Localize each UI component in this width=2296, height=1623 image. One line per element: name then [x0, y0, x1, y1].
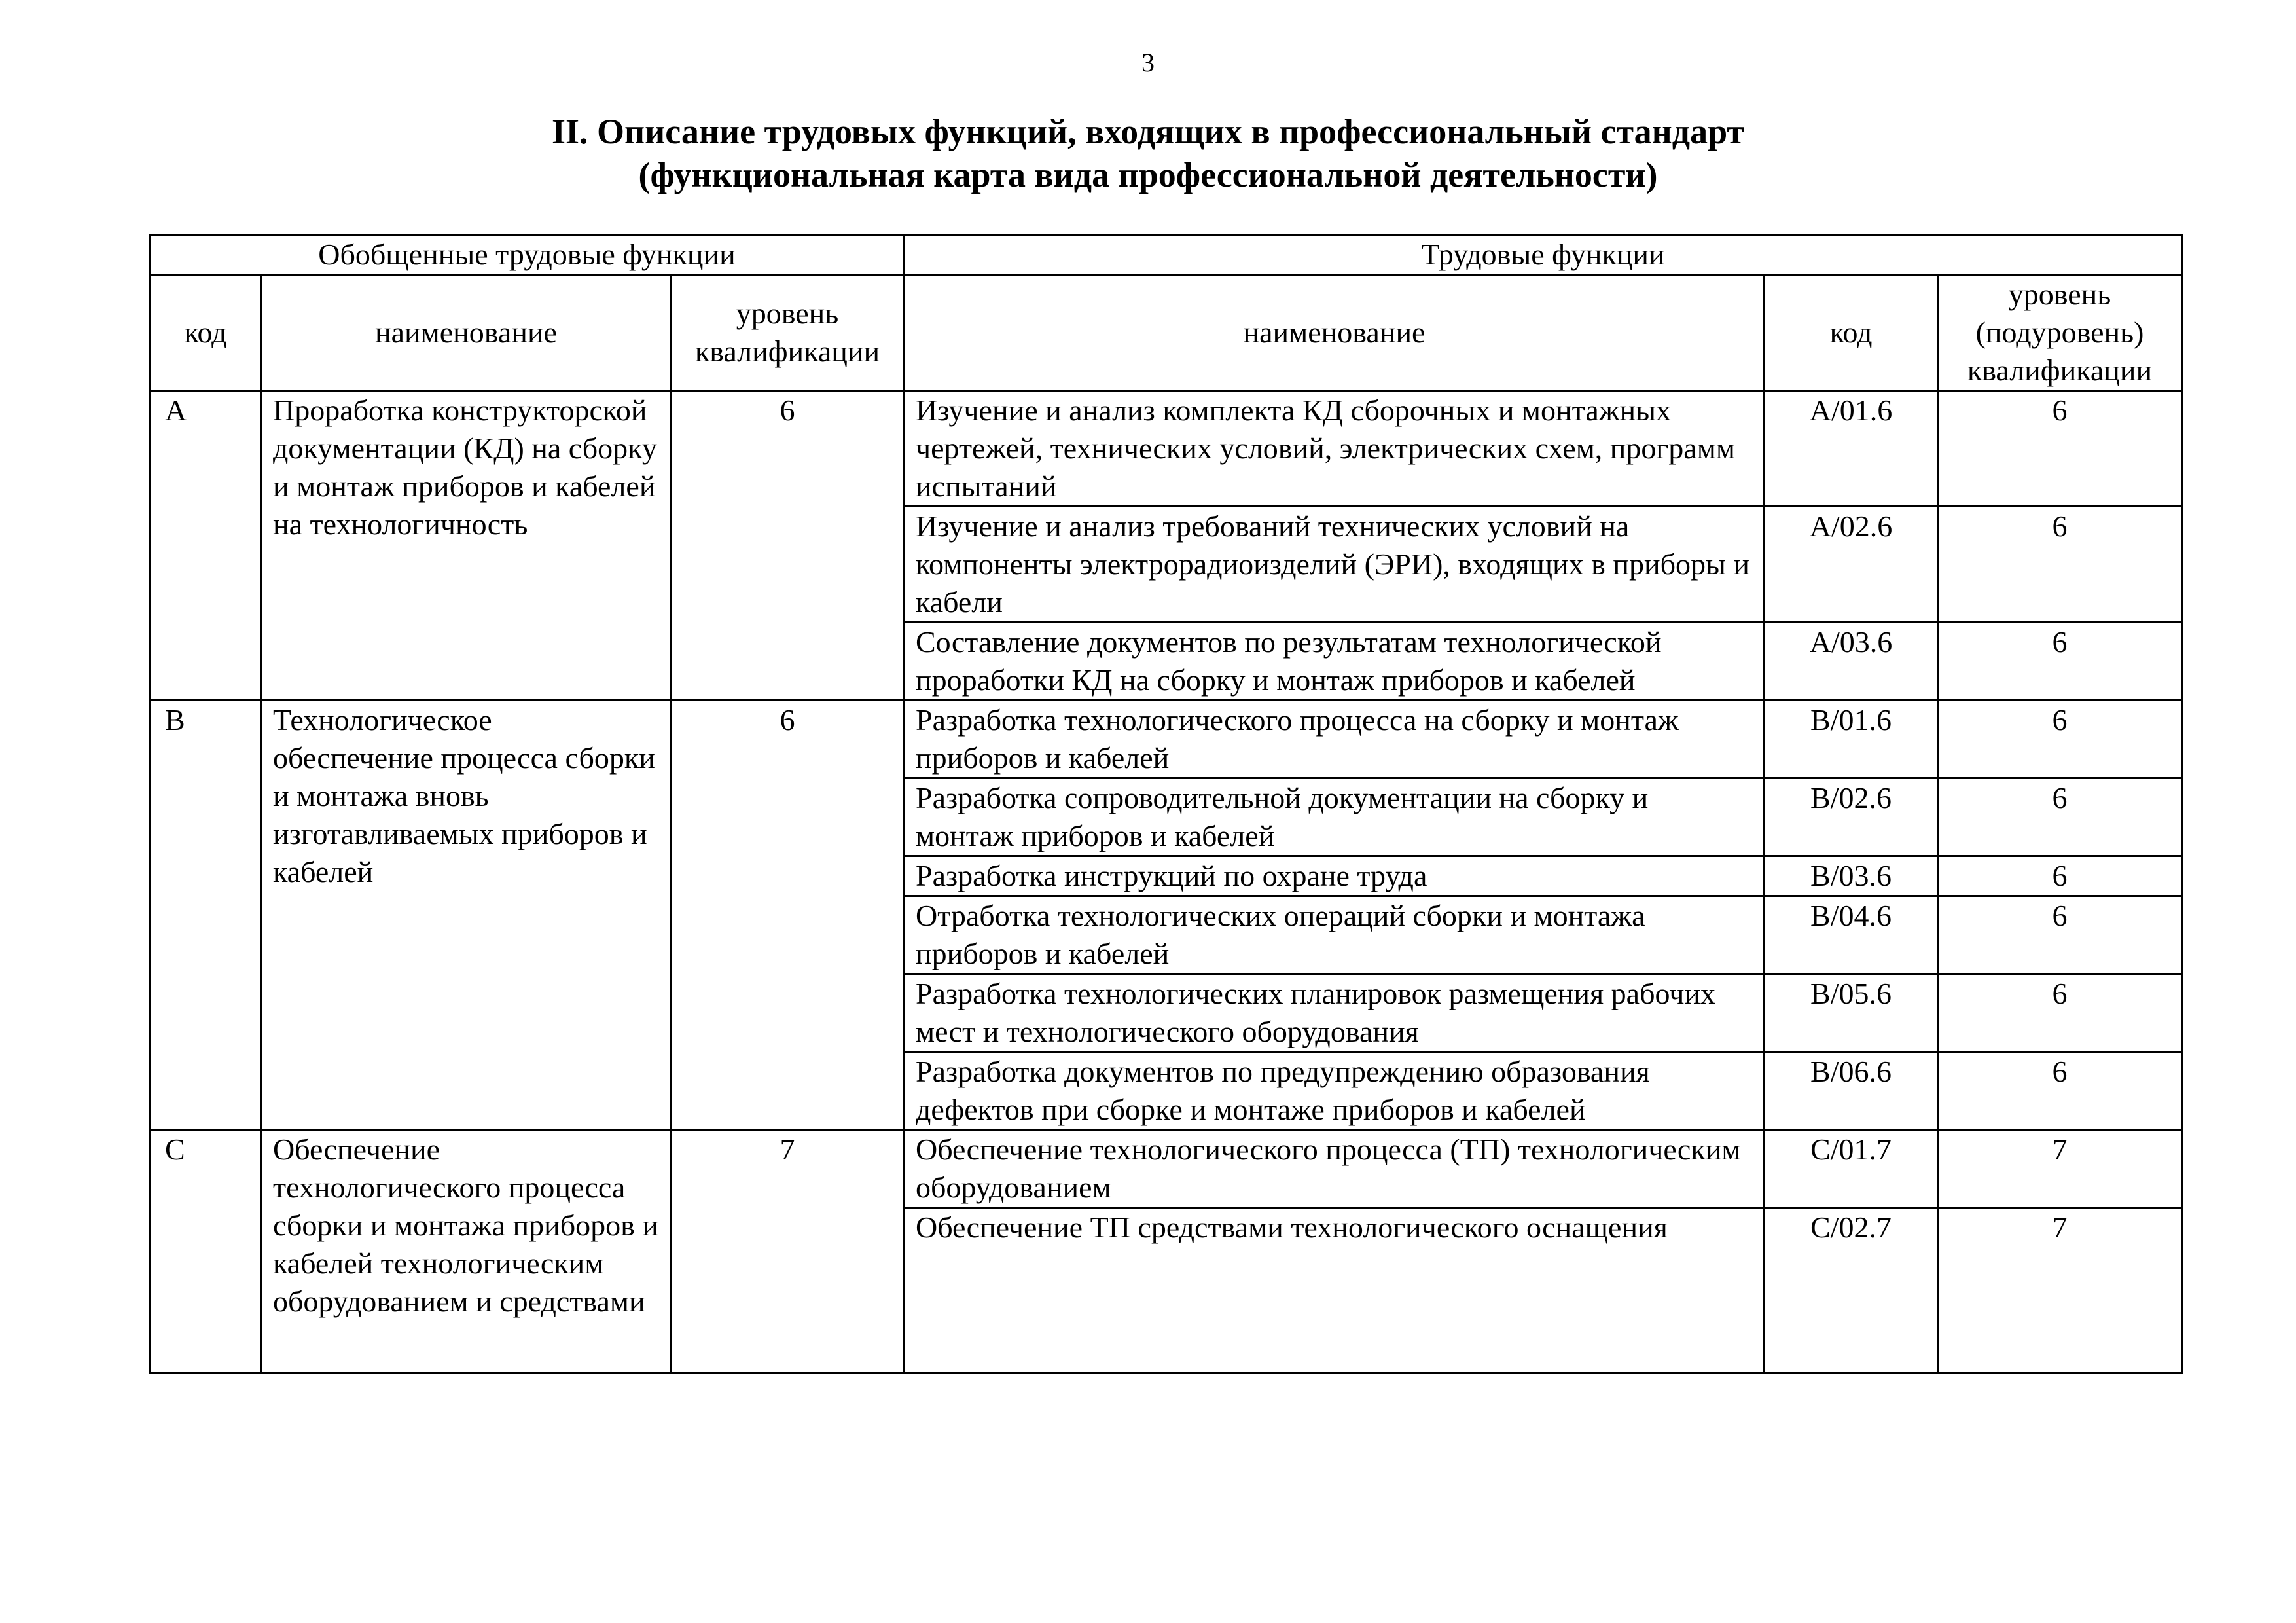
gen-name-cell: Обеспечение технологического процесса сборки и монтажа приборов и кабелей технологическим оборудованием и средствами — [262, 1130, 671, 1374]
tf-level-cell: 6 — [1938, 623, 2182, 701]
functional-map-table — [149, 234, 2183, 1374]
gen-name-cell: Проработка конструкторской документации (КД) на сборку и монтаж приборов и кабелей на технологичность — [262, 391, 671, 701]
tf-name-cell: Составление документов по результатам технологической проработки КД на сборку и монтаж приборов и кабелей — [905, 623, 1765, 701]
tf-name-cell: Обеспечение технологического процесса (ТП) технологическим оборудованием — [905, 1130, 1765, 1208]
table-row — [150, 391, 2182, 507]
tf-name-cell: Отработка технологических операций сборки и монтажа приборов и кабелей — [905, 896, 1765, 974]
tf-code-cell: В/04.6 — [1765, 896, 1938, 974]
gen-code-cell: С — [150, 1130, 262, 1374]
tf-name-cell: Разработка технологических планировок размещения рабочих мест и технологического оборудования — [905, 974, 1765, 1052]
page-number: 3 — [1141, 48, 1155, 77]
column-header-row — [150, 275, 2182, 391]
labor-functions-header: Трудовые функции — [905, 235, 2182, 275]
tf-code-cell: В/02.6 — [1765, 778, 1938, 856]
gen-code-cell: А — [150, 391, 262, 701]
tf-code-cell: А/02.6 — [1765, 507, 1938, 623]
gen-code-cell: В — [150, 701, 262, 1130]
tf-level-cell: 6 — [1938, 778, 2182, 856]
tf-code-cell: В/01.6 — [1765, 701, 1938, 778]
tf-name-cell: Изучение и анализ комплекта КД сборочных и монтажных чертежей, технических условий, электрических схем, программ испытаний — [905, 391, 1765, 507]
group-header-row — [150, 235, 2182, 275]
gen-level-cell: 6 — [671, 391, 905, 701]
gen-level-header: уровень квалификации — [671, 275, 905, 391]
page-title-line-1: II. Описание трудовых функций, входящих в профессиональный стандарт — [552, 112, 1744, 151]
gen-level-cell: 7 — [671, 1130, 905, 1374]
tf-level-cell: 6 — [1938, 507, 2182, 623]
tf-name-cell: Разработка документов по предупреждению образования дефектов при сборке и монтаже приборов и кабелей — [905, 1052, 1765, 1130]
tf-code-cell: С/02.7 — [1765, 1208, 1938, 1374]
tf-level-cell: 7 — [1938, 1130, 2182, 1208]
tf-name-cell: Разработка инструкций по охране труда — [905, 856, 1765, 896]
tf-level-cell: 6 — [1938, 974, 2182, 1052]
tf-name-cell: Разработка сопроводительной документации на сборку и монтаж приборов и кабелей — [905, 778, 1765, 856]
tf-code-cell: А/01.6 — [1765, 391, 1938, 507]
tf-code-cell: А/03.6 — [1765, 623, 1938, 701]
tf-code-header: код — [1765, 275, 1938, 391]
tf-level-cell: 6 — [1938, 856, 2182, 896]
gen-name-cell: Технологическое обеспечение процесса сборки и монтажа вновь изготавливаемых приборов и кабелей — [262, 701, 671, 1130]
gen-code-header: код — [150, 275, 262, 391]
tf-code-cell: С/01.7 — [1765, 1130, 1938, 1208]
table-row — [150, 1130, 2182, 1208]
tf-level-cell: 6 — [1938, 896, 2182, 974]
tf-code-cell: В/06.6 — [1765, 1052, 1938, 1130]
tf-level-cell: 6 — [1938, 1052, 2182, 1130]
generalized-functions-header: Обобщенные трудовые функции — [150, 235, 905, 275]
tf-code-cell: В/05.6 — [1765, 974, 1938, 1052]
tf-name-cell: Разработка технологического процесса на сборку и монтаж приборов и кабелей — [905, 701, 1765, 778]
tf-level-cell: 6 — [1938, 701, 2182, 778]
tf-level-header: уровень (подуровень) квалификации — [1938, 275, 2182, 391]
gen-level-cell: 6 — [671, 701, 905, 1130]
tf-level-cell: 7 — [1938, 1208, 2182, 1374]
tf-name-header: наименование — [905, 275, 1765, 391]
page-title-line-2: (функциональная карта вида профессиональной деятельности) — [638, 155, 1658, 194]
tf-name-cell: Изучение и анализ требований технических условий на компоненты электрорадиоизделий (ЭРИ), входящих в приборы и кабели — [905, 507, 1765, 623]
tf-level-cell: 6 — [1938, 391, 2182, 507]
tf-code-cell: В/03.6 — [1765, 856, 1938, 896]
tf-name-cell: Обеспечение ТП средствами технологического оснащения — [905, 1208, 1765, 1374]
gen-name-header: наименование — [262, 275, 671, 391]
page-title — [0, 110, 2296, 196]
table-row — [150, 701, 2182, 778]
